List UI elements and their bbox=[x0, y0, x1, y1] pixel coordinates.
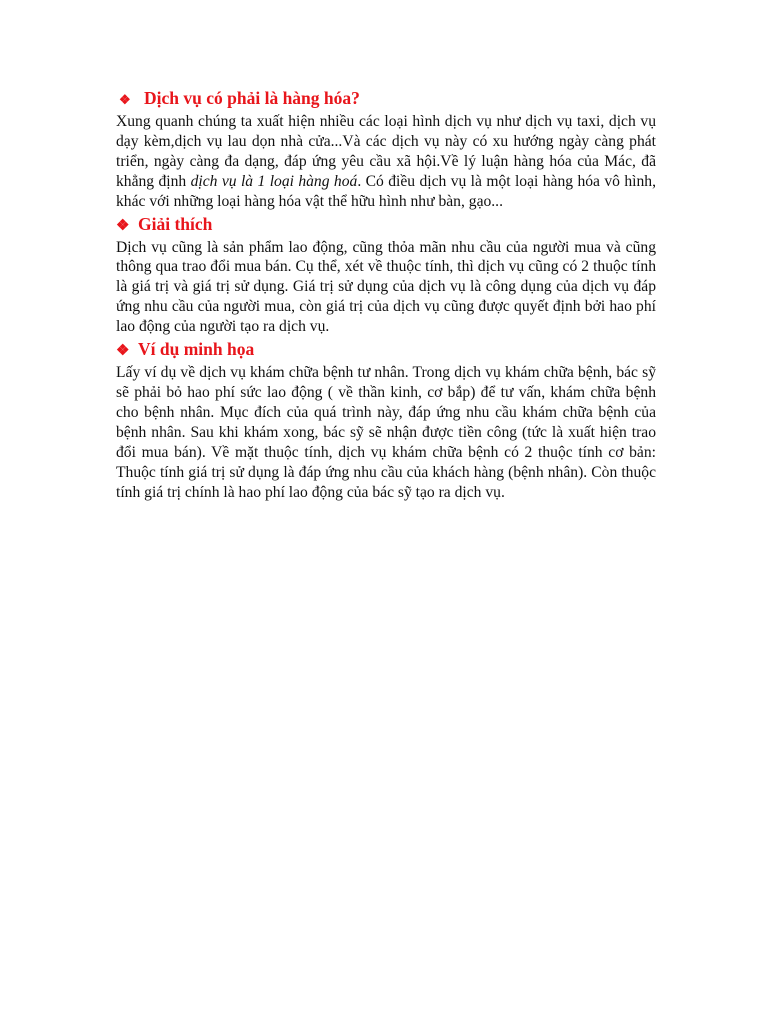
body-text: . Có điều dịch vụ là một loại hàng hóa vô hình, khác với những loại hàng hóa vật thể hữu hình như bàn, gạo... bbox=[116, 172, 656, 210]
section-services-as-goods bbox=[116, 86, 656, 212]
section-title: Ví dụ minh họa bbox=[138, 339, 255, 360]
section-body: Lấy ví dụ về dịch vụ khám chữa bệnh tư nhân. Trong dịch vụ khám chữa bệnh, bác sỹ sẽ phải bỏ hao phí sức lao động ( về thần kinh, cơ bắp) để tư vấn, khám chữa bệnh cho bệnh nhân. Mục đích của quá trình này, đáp ứng nhu cầu khám chữa bệnh của bệnh nhân. Sau khi khám xong, bác sỹ sẽ nhận được tiền công (tức là xuất hiện trao đổi mua bán). Về mặt thuộc tính, dịch vụ khám chữa bệnh có 2 thuộc tính cơ bản: Thuộc tính giá trị sử dụng là đáp ứng nhu cầu của khách hàng (bệnh nhân). Còn thuộc tính giá trị chính là hao phí lao động của bác sỹ tạo ra dịch vụ. bbox=[116, 364, 656, 501]
section-heading bbox=[116, 212, 656, 238]
section-explanation bbox=[116, 212, 656, 338]
section-heading bbox=[116, 86, 656, 112]
section-title: Dịch vụ có phải là hàng hóa? bbox=[144, 88, 360, 108]
section-body: Dịch vụ cũng là sản phẩm lao động, cũng thỏa mãn nhu cầu của người mua và cũng thông qua trao đổi mua bán. Cụ thể, xét về thuộc tính, thì dịch vụ cũng có 2 thuộc tính là giá trị và giá trị sử dụng. Giá trị sử dụng của dịch vụ là công dụng của dịch vụ đáp ứng nhu cầu của người mua, còn giá trị của dịch vụ cũng được quyết định bởi hao phí lao động của người tạo ra dịch vụ. bbox=[116, 238, 656, 336]
diamond-bullet-icon: ❖ bbox=[119, 92, 131, 107]
document-page bbox=[116, 86, 656, 502]
body-emphasis: dịch vụ là 1 loại hàng hoá bbox=[190, 172, 358, 190]
body-text: Xung quanh chúng ta xuất hiện nhiều các loại hình dịch vụ như dịch vụ taxi, dịch vụ dạy kèm,dịch vụ lau dọn nhà cửa...Và các dịch vụ này có xu hướng ngày càng phát triển, ngày càng đa dạng, đáp ứng yêu cầu xã hội.Về lý luận hàng hóa của Mác, đã khẳng định bbox=[116, 113, 656, 190]
section-heading bbox=[116, 337, 656, 363]
diamond-bullet-icon: ❖ bbox=[116, 343, 130, 360]
section-example bbox=[116, 337, 656, 502]
section-body bbox=[116, 112, 656, 212]
diamond-bullet-icon: ❖ bbox=[116, 217, 130, 234]
section-title: Giải thích bbox=[138, 213, 213, 234]
